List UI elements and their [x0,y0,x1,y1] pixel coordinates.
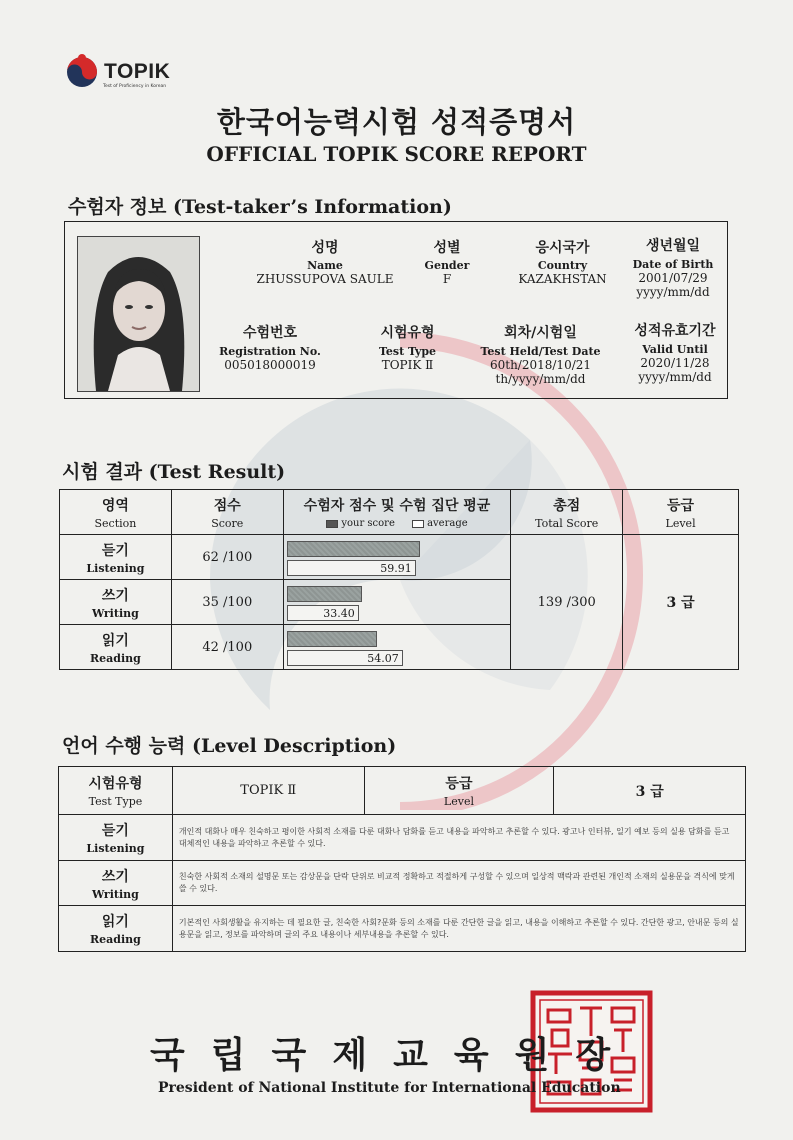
institution-name-english: President of National Institute for International Education [158,1080,621,1096]
dob-value: 2001/07/29 [638,271,708,285]
listening-score: 62 /100 [171,535,283,580]
listening-description: 개인적 대화나 매우 친숙하고 평이한 사회적 소재를 다룬 대화나 담화를 듣고 내용을 파악하고 추론할 수 있다. 광고나 인터뷰, 일기 예보 등의 실용 담화를 듣고 대체적인 내용을 파악하고 추론할 수 있다. [172,815,745,861]
writing-average-label: 33.40 [323,607,355,620]
reading-bars [287,628,503,666]
result-heading-ko: 시험 결과 [62,461,143,483]
test-type-field [360,322,455,372]
valid-label-ko: 성적유효기간 [634,323,716,339]
country-field [500,237,625,286]
writing-label-en: Writing [92,606,139,620]
title-korean: 한국어능력시험 성적증명서 [216,105,577,139]
institution-name-korean: 국립국제교육원장 [150,1035,637,1076]
country-label-ko: 응시국가 [535,240,590,256]
logo-text: TOPIK [104,60,171,83]
header-total [511,490,623,535]
name-value: ZHUSSUPOVA SAULE [256,272,394,286]
result-heading-en: (Test Result) [148,461,286,483]
level-row-writing [59,861,746,906]
level-table-value: 3 급 [554,767,746,815]
level-label-en: Level [443,795,474,808]
result-header-row [60,490,739,535]
legend-your-label: your score [341,518,395,529]
result-row-listening [60,535,739,580]
dob-field [628,235,718,299]
header-score-ko: 점수 [213,497,241,514]
listening-average-bar [287,560,416,576]
writing-bars [287,583,503,621]
writing-description: 친숙한 사회적 소재의 설명문 또는 감상문을 단락 단위로 비교적 정확하고 적절하게 구성할 수 있으며 일상적 맥락과 관련된 개인적 소재의 실용문을 격식에 맞게 쓸 수 있다. [172,861,745,906]
header-level [623,490,739,535]
type-label-ko: 시험유형 [380,325,435,341]
header-total-ko: 총점 [553,497,581,514]
level-value: 3 급 [623,535,739,670]
test-type-label-ko: 시험유형 [88,776,143,792]
held-label-ko: 회차/시험일 [504,325,577,341]
reading-score-bar [287,631,377,647]
gender-label-en: Gender [424,259,470,272]
held-label-en: Test Held/Test Date [480,345,601,358]
header-chart-ko: 수험자 점수 및 수험 집단 평균 [303,498,491,514]
level-row-reading [59,906,746,952]
valid-until-field [620,320,730,384]
header-chart [283,490,511,535]
type-label-en: Test Type [378,345,437,358]
result-table [59,489,739,670]
writing-average-bar [287,605,359,621]
legend-avg-swatch [412,520,424,528]
listening-score-bar [287,541,420,557]
chart-legend [284,518,511,529]
header-score-en: Score [211,516,244,530]
reading-average-bar [287,650,403,666]
country-label-en: Country [537,259,588,272]
level-row-listening [59,815,746,861]
reading-label-ko: 읽기 [101,632,129,649]
header-score [171,490,283,535]
level-writing-en: Writing [92,887,139,901]
reg-label-ko: 수험번호 [242,325,298,341]
level-description-table [58,766,746,952]
logo-subtitle: Test of Proficiency in Korean [103,84,167,89]
dob-label-en: Date of Birth [632,258,714,271]
header-level-ko: 등급 [667,497,695,514]
total-score: 139 /300 [511,535,623,670]
listening-label-ko: 듣기 [101,542,129,559]
test-type-value: TOPIK Ⅱ [172,767,364,815]
info-heading-ko: 수험자 정보 [68,196,167,218]
header-section-ko: 영역 [101,497,129,514]
header-total-en: Total Score [535,516,599,530]
result-section-heading [62,457,285,484]
legend-avg-label: average [427,518,468,529]
held-format: th/yyyy/mm/dd [495,372,586,386]
reg-label-en: Registration No. [219,345,321,358]
held-value: 60th/2018/10/21 [489,358,592,372]
valid-label-en: Valid Until [642,343,708,356]
dob-format: yyyy/mm/dd [636,285,710,299]
level-label-ko: 등급 [445,776,473,792]
reading-description: 기본적인 사회생활을 유지하는 데 필요한 글, 친숙한 사회?문화 등의 소재를 다룬 간단한 글을 읽고, 내용을 이해하고 추론할 수 있다. 간단한 광고, 안내문 등의 실용문을 읽고, 정보를 파악하며 글의 주요 내용이나 세부내용을 추론할 수 있다. [172,906,745,952]
dob-label-ko: 생년월일 [645,238,701,254]
reading-score: 42 /100 [171,625,283,670]
title-english: OFFICIAL TOPIK SCORE REPORT [206,142,587,166]
name-label-ko: 성명 [311,240,339,256]
registration-field [205,322,335,372]
legend-your-swatch [326,520,338,528]
photo [77,236,200,392]
level-listening-en: Listening [86,842,145,855]
level-listening-ko: 듣기 [101,823,129,839]
gender-value: F [442,272,452,286]
reg-value: 005018000019 [224,358,316,372]
level-header-row [59,767,746,815]
listening-average-label: 59.91 [380,562,412,575]
country-value: KAZAKHSTAN [518,272,607,286]
header-section-en: Section [94,516,137,530]
level-reading-en: Reading [90,933,141,946]
info-section-heading [68,192,452,219]
valid-value: 2020/11/28 [640,356,710,370]
info-heading-en: (Test-taker’s Information) [173,196,452,218]
gender-field [407,237,487,286]
level-writing-ko: 쓰기 [101,868,129,885]
test-type-label-en: Test Type [88,795,143,808]
name-field [245,237,405,286]
writing-label-ko: 쓰기 [101,587,129,604]
writing-score: 35 /100 [171,580,283,625]
type-value: TOPIK Ⅱ [381,358,434,372]
header-section [60,490,172,535]
header-level-en: Level [665,516,696,530]
level-heading-en: (Level Description) [191,735,397,757]
test-held-field [478,322,603,386]
level-heading-ko: 언어 수행 능력 [62,735,186,757]
listening-label-en: Listening [86,561,145,575]
reading-label-en: Reading [90,651,141,665]
writing-score-bar [287,586,362,602]
listening-bars [287,538,503,576]
name-label-en: Name [307,259,343,272]
valid-format: yyyy/mm/dd [638,370,712,384]
level-reading-ko: 읽기 [101,914,129,930]
gender-label-ko: 성별 [433,240,461,256]
reading-average-label: 54.07 [367,652,399,665]
level-section-heading [62,731,396,758]
